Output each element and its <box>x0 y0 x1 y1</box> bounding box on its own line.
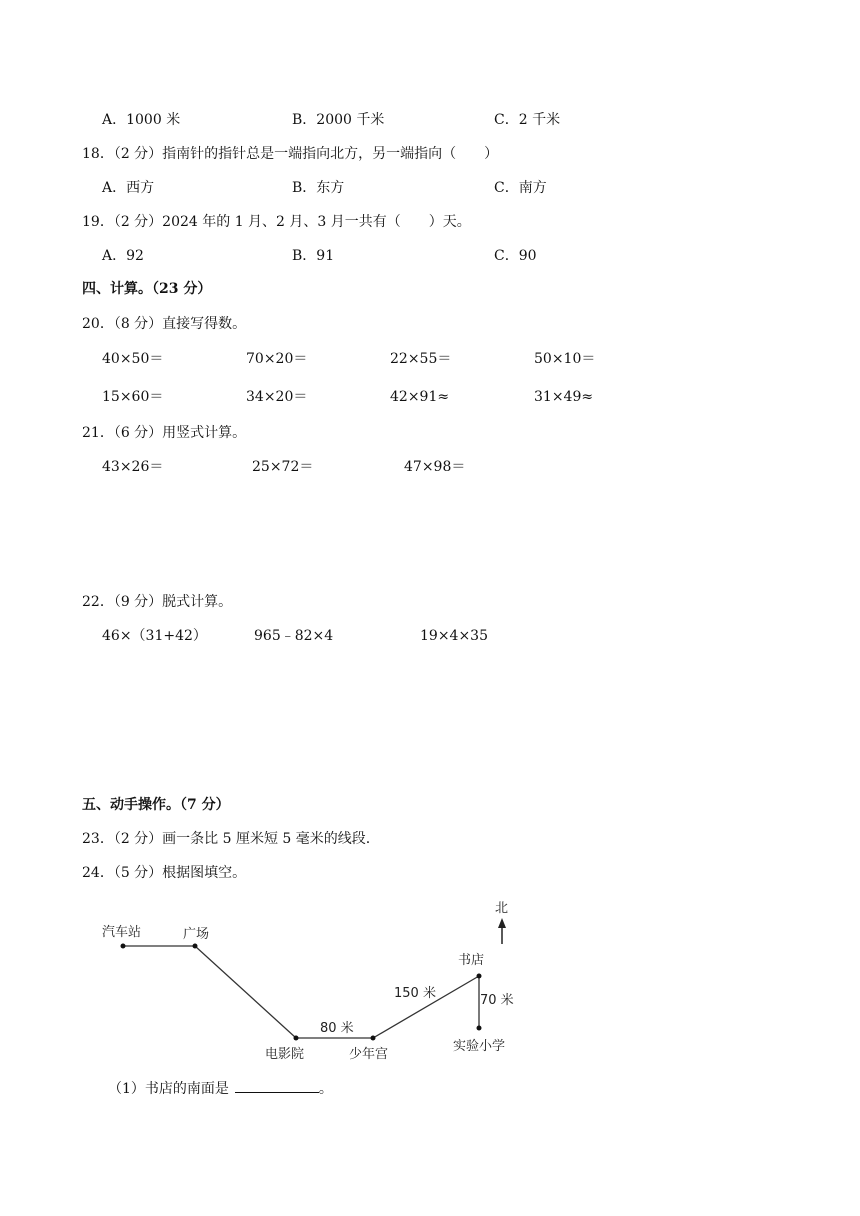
point-bookstore <box>477 974 482 979</box>
point-square <box>193 944 198 949</box>
distance-80m: 80 米 <box>320 1021 354 1036</box>
q20-item: 22×55＝ <box>390 351 452 367</box>
label-cinema: 电影院 <box>265 1047 305 1062</box>
q17-option-a: A．1000 米 <box>102 112 181 128</box>
q22-stem: 22．（9 分）脱式计算。 <box>82 594 233 610</box>
section-4-title: 四、计算。（23 分） <box>82 281 212 297</box>
q24-sub1 <box>108 1079 333 1098</box>
point-school <box>477 1026 482 1031</box>
distance-70m: 70 米 <box>480 993 514 1008</box>
north-arrow-head <box>498 918 506 928</box>
q20-item: 34×20＝ <box>246 389 308 405</box>
q21-item: 25×72＝ <box>252 459 314 475</box>
q24-stem: 24．（5 分）根据图填空。 <box>82 865 247 881</box>
q18-stem: 18．（2 分）指南针的指针总是一端指向北方，另一端指向（ ） <box>82 146 499 162</box>
q22-item: 46×（31+42） <box>102 628 207 644</box>
q18-option-c: C．南方 <box>494 180 547 196</box>
q21-stem: 21．（6 分）用竖式计算。 <box>82 425 247 441</box>
q20-item: 40×50＝ <box>102 351 164 367</box>
q22-item: 965﹣82×4 <box>254 628 334 644</box>
q18-option-a: A．西方 <box>102 180 155 196</box>
q18-option-b: B．东方 <box>292 180 345 196</box>
point-cinema <box>294 1036 299 1041</box>
label-bookstore: 书店 <box>458 953 485 968</box>
q20-item: 42×91≈ <box>390 389 450 405</box>
q22-item: 19×4×35 <box>420 628 488 644</box>
label-school: 实验小学 <box>453 1039 506 1054</box>
q21-item: 47×98＝ <box>404 459 466 475</box>
q21-item: 43×26＝ <box>102 459 164 475</box>
q20-item: 70×20＝ <box>246 351 308 367</box>
distance-150m: 150 米 <box>394 986 436 1001</box>
point-bus-station <box>121 944 126 949</box>
q24-sub1-end: 。 <box>318 1081 333 1097</box>
q24-sub1-text: （1）书店的南面是 <box>108 1081 229 1097</box>
label-youth-palace: 少年宫 <box>349 1047 389 1062</box>
q20-item: 50×10＝ <box>534 351 596 367</box>
q19-option-c: C．90 <box>494 248 537 264</box>
q17-option-b: B．2000 千米 <box>292 112 385 128</box>
q17-option-c: C．2 千米 <box>494 112 561 128</box>
q20-item: 31×49≈ <box>534 389 594 405</box>
q20-stem: 20．（8 分）直接写得数。 <box>82 316 247 332</box>
q19-stem: 19．（2 分）2024 年的 1 月、2 月、3 月一共有（ ）天。 <box>82 214 471 230</box>
q19-option-b: B．91 <box>292 248 335 264</box>
point-youth-palace <box>371 1036 376 1041</box>
q23-stem: 23．（2 分）画一条比 5 厘米短 5 毫米的线段. <box>82 831 371 847</box>
answer-blank[interactable] <box>235 1079 319 1093</box>
q20-item: 15×60＝ <box>102 389 164 405</box>
label-square: 广场 <box>183 927 210 942</box>
label-bus-station: 汽车站 <box>102 925 142 940</box>
north-label: 北 <box>495 901 509 916</box>
section-5-title: 五、动手操作。（7 分） <box>82 797 230 813</box>
q19-option-a: A．92 <box>102 248 144 264</box>
